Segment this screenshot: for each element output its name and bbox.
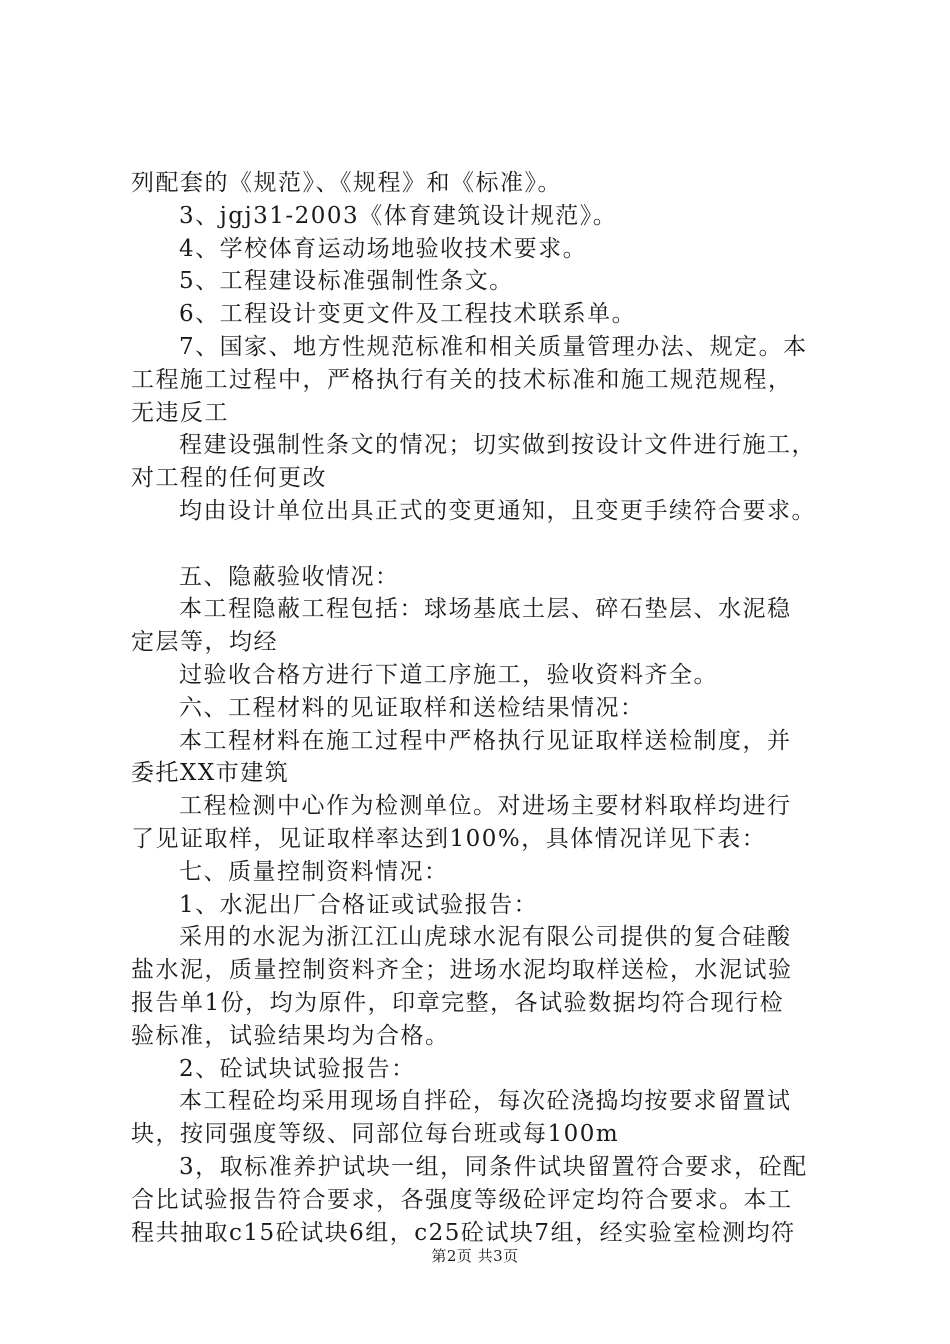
text-line: 程共抽取c15砼试块6组，c25砼试块7组，经实验室检测均符 <box>131 1219 796 1246</box>
text-line: 报告单1份，均为原件，印章完整，各试验数据均符合现行检 <box>131 989 785 1016</box>
text-line: 程建设强制性条文的情况；切实做到按设计文件进行施工， <box>179 432 816 459</box>
text-line: 本工程隐蔽工程包括：球场基底土层、碎石垫层、水泥稳 <box>179 596 792 623</box>
text-line: 验标准，试验结果均为合格。 <box>131 1022 450 1049</box>
text-line: 盐水泥，质量控制资料齐全；进场水泥均取样送检，水泥试验 <box>131 957 793 984</box>
text-line: 过验收合格方进行下道工序施工，验收资料齐全。 <box>179 661 718 688</box>
text-line: 均由设计单位出具正式的变更通知，且变更手续符合要求。 <box>179 497 816 524</box>
section-heading: 五、隐蔽验收情况： <box>179 563 400 590</box>
text-line: 无违反工 <box>131 399 229 426</box>
text-line: 工程施工过程中，严格执行有关的技术标准和施工规范规程， <box>131 366 793 393</box>
section-heading: 七、质量控制资料情况： <box>179 858 449 885</box>
text-line: 块，按同强度等级、同部位每台班或每100m <box>131 1121 620 1148</box>
page-number-label: 第2页 共3页 <box>431 1247 519 1265</box>
page-footer <box>0 1245 950 1266</box>
text-line: 工程检测中心作为检测单位。对进场主要材料取样均进行 <box>179 793 792 820</box>
text-line: 了见证取样，见证取样率达到100%，具体情况详见下表： <box>131 825 767 852</box>
text-line: 对工程的任何更改 <box>131 465 327 492</box>
text-line: 7、国家、地方性规范标准和相关质量管理办法、规定。本 <box>179 333 808 360</box>
text-line: 列配套的《规范》、《规程》和《标准》。 <box>131 170 562 196</box>
text-line: 1、水泥出厂合格证或试验报告： <box>179 891 539 918</box>
text-line: 采用的水泥为浙江江山虎球水泥有限公司提供的复合硅酸 <box>179 924 792 951</box>
section-heading: 六、工程材料的见证取样和送检结果情况： <box>179 694 645 721</box>
text-line: 本工程材料在施工过程中严格执行见证取样送检制度，并 <box>179 727 792 754</box>
text-line: 5、工程建设标准强制性条文。 <box>179 268 514 295</box>
text-line: 定层等，均经 <box>131 629 278 656</box>
text-line: 本工程砼均采用现场自拌砼，每次砼浇捣均按要求留置试 <box>179 1088 792 1115</box>
text-line: 2、砼试块试验报告： <box>179 1055 416 1082</box>
text-line: 4、学校体育运动场地验收技术要求。 <box>179 235 588 262</box>
blank-line <box>131 528 851 561</box>
text-line: 委托XX市建筑 <box>131 760 290 787</box>
document-body <box>131 167 851 1249</box>
text-line: 6、工程设计变更文件及工程技术联系单。 <box>179 301 637 328</box>
text-line: 3、jgj31-2003《体育建筑设计规范》。 <box>179 202 618 229</box>
text-line: 3，取标准养护试块一组，同条件试块留置符合要求，砼配 <box>179 1153 808 1180</box>
text-line: 合比试验报告符合要求，各强度等级砼评定均符合要求。本工 <box>131 1186 793 1213</box>
